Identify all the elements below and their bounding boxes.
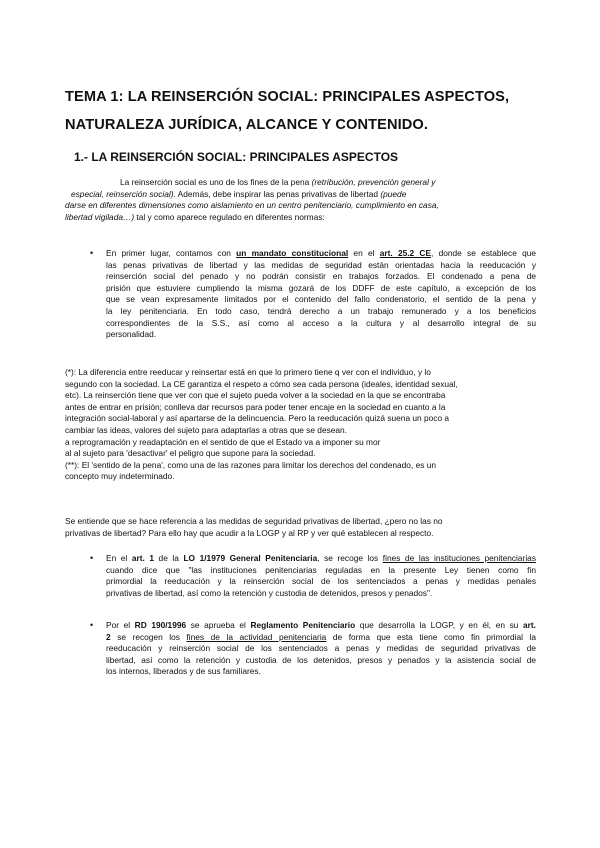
bullet-2-text: En el art. 1 de la LO 1/1979 General Penitenciaria, se recoge los fines de las instituciones penitenciarias cuando dice que "las instituciones penitenciarias reguladas en la presente Ley tienen como fin primordial la reeducación y la reinserción social de los sentenciados a penas y medidas penales privativas de libertad, así como la retención y custodia de detenidos, presos y penados". [106, 553, 536, 598]
bullet-1-text: En primer lugar, contamos con un mandato constitucional en el art. 25.2 CE, donde se establece que las penas privativas de libertad y las medidas de seguridad están orientadas hacia la reeducación y reinserción social del penado y no podrán consistir en trabajos forzados. El condenado a pena de prisión que estuviere cumpliendo la misma gozará de los DDFF de este capítulo, a excepción de los que se vean expresamente limitados por el contenido del fallo condenatorio, el sentido de la pena y la ley penitenciaria. En todo caso, tendrá derecho a un trabajo remunerado y a los beneficios correspondientes de la S.S., así como al acceso a la cultura y al desarrollo integral de su personalidad. [106, 248, 537, 340]
intro-line-1: La reinserción social es uno de los fines de la pena (retribución, prevención general y [120, 177, 436, 187]
title-line-2: NATURALEZA JURÍDICA, ALCANCE Y CONTENIDO. [65, 117, 429, 133]
note-block: (*): La diferencia entre reeducar y reinsertar está en que lo primero tiene q ver con el individuo, y lo segundo con la sociedad. La CE garantiza el respeto a cómo sea cada persona (ideales, identidad sexual, etc). La reinserción tiene que ver con que el sujeto pueda volver a la sociedad en la que se encontraba antes de entrar en prisión; conlleva dar recursos para poder tener encaje en la sociedad en cuanto a la integración social-laboral y así apartarse de la delincuencia. Pero la reeducación quizá suena un poco a cambiar las ideas, valores del sujeto para adaptarlas a otras que se desean. a reprogramación y readaptación en el sentido de que el Estado va a imponer su mor al al sujeto para 'desactivar' el peligro que supone para la sociedad. (**): El 'sentido de la pena', como una de las razones para limitar los derechos del condenado, es un concepto muy indeterminado. [65, 367, 458, 482]
intro-line-2: especial, reinserción social). Además, debe inspirar las penas privativas de libertad (puede [71, 188, 407, 199]
title-line-1: TEMA 1: LA REINSERCIÓN SOCIAL: PRINCIPALES ASPECTOS, [65, 89, 510, 105]
document-title [65, 83, 545, 139]
bullet-point-3: • [90, 620, 94, 630]
paragraph-2: Se entiende que se hace referencia a las medidas de seguridad privativas de libertad, ¿pero no las no privativas de libertad? Para ello hay que acudir a la LOGP y al RP y ver qué establecen al respecto. [65, 516, 443, 538]
section-heading: 1.- LA REINSERCIÓN SOCIAL: PRINCIPALES ASPECTOS [74, 150, 399, 164]
intro-line-3: darse en diferentes dimensiones como aislamiento en un centro penitenciario, cumplimiento en casa, [65, 200, 439, 211]
bullet-point-1: • [90, 248, 94, 258]
bullet-point-2: • [90, 553, 94, 563]
intro-paragraph [65, 177, 537, 223]
intro-line-4: libertad vigilada…) tal y como aparece regulado en diferentes normas: [65, 211, 325, 222]
bullet-3-text: Por el RD 190/1996 se aprueba el Reglamento Penitenciario que desarrolla la LOGP, y en él, en su art. 2 se recogen los fines de la actividad penitenciaria de forma que esta tiene como fin primordial la reeducación y reinserción social de los sentenciados a penas y medidas de seguridad privativas de libertad, así como la retención y custodia de los detenidos, presos y penados y la asistencia social de los internos, liberados y de sus familiares. [106, 620, 536, 677]
